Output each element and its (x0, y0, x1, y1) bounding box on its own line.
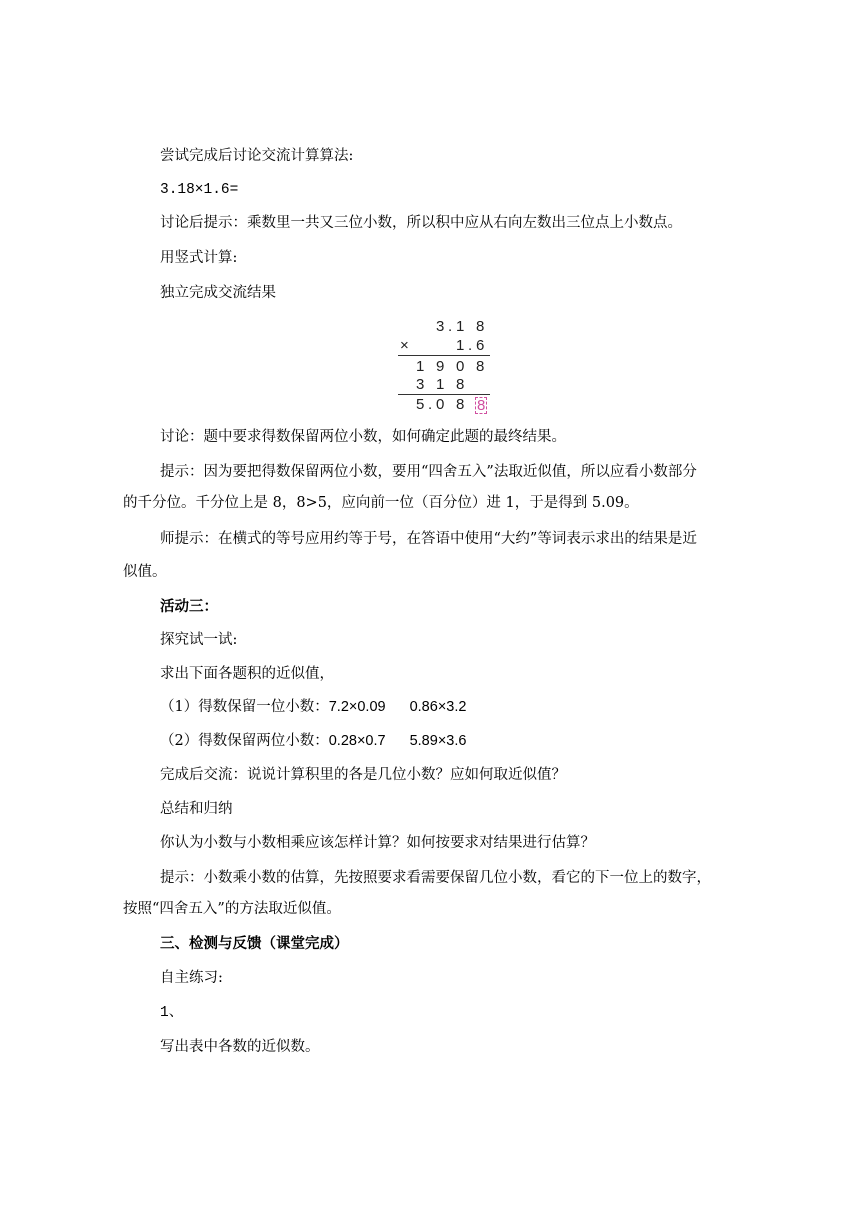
calc-rule (398, 355, 490, 356)
text-line: 讨论后提示：乘数里一共又三位小数，所以积中应从右向左数出三位点上小数点。 (160, 215, 682, 231)
exercise-expression: 0.86×3.2 (409, 699, 467, 715)
calc-digit: 1 (456, 337, 465, 354)
calc-digit: 0 (456, 358, 465, 375)
exercise-label: （2）得数保留两位小数： (160, 733, 329, 749)
text-line: 自主练习: (160, 970, 223, 986)
exercise-expression: 5.89×3.6 (409, 733, 467, 749)
text-line: 独立完成交流结果 (160, 285, 276, 301)
calc-digit: 1 (416, 358, 425, 375)
text-line: 按照“四舍五入”的方法取近似值。 (123, 901, 341, 917)
text-line: 师提示：在横式的等号应用约等于号，在答语中使用“大约”等词表示求出的结果是近 (160, 531, 697, 547)
text-line: 探究试一试: (160, 632, 238, 648)
calc-digit: 3 (416, 376, 425, 393)
text-line: 完成后交流：说说计算积里的各是几位小数？应如何取近似值？ (160, 767, 566, 783)
text-line: 讨论：题中要求得数保留两位小数，如何确定此题的最终结果。 (160, 429, 566, 445)
calc-digit: 1 (456, 318, 465, 335)
expression-line: 3.18×1.6= (160, 182, 239, 198)
text-line: 用竖式计算: (160, 250, 238, 266)
calc-digit: 5 (416, 396, 425, 413)
exercise-expression: 7.2×0.09 (328, 699, 386, 715)
section-heading: 活动三： (160, 599, 218, 615)
calc-digit: . (448, 318, 453, 335)
text-line: 提示：因为要把得数保留两位小数，要用“四舍五入”法取近似值，所以应看小数部分 (160, 464, 697, 480)
exercise-label: （1）得数保留一位小数： (160, 699, 329, 715)
text-line: 的千分位。千分位上是 8，8>5，应向前一位（百分位）进 1，于是得到 5.09。 (123, 495, 639, 511)
text-line: 写出表中各数的近似数。 (160, 1039, 320, 1055)
text-line: 尝试完成后讨论交流计算算法: (160, 148, 354, 164)
text-line: 似值。 (123, 564, 167, 580)
exercise-expression: 0.28×0.7 (328, 733, 386, 749)
text-line: 求出下面各题积的近似值， (160, 666, 334, 682)
section-heading: 三、检测与反馈（课堂完成） (160, 936, 349, 952)
text-line: 总结和归纳 (160, 801, 233, 817)
text-line: 1、 (160, 1005, 184, 1021)
exercise-line-2 (160, 731, 775, 751)
text-line: 提示：小数乘小数的估算，先按照要求看需要保留几位小数，看它的下一位上的数字， (160, 870, 711, 886)
times-sign: × (400, 337, 409, 354)
calc-digit: 8 (456, 376, 465, 393)
calc-digit: . (428, 396, 433, 413)
calc-digit: 3 (436, 318, 445, 335)
calc-digit: 6 (476, 337, 485, 354)
calc-digit: . (468, 337, 473, 354)
calc-digit: 9 (436, 358, 445, 375)
vertical-multiplication (394, 317, 496, 415)
calc-digit: 0 (436, 396, 445, 413)
calc-digit: 8 (476, 358, 485, 375)
highlighted-digit: 8 (477, 397, 486, 414)
text-line: 你认为小数与小数相乘应该怎样计算？如何按要求对结果进行估算？ (160, 835, 595, 851)
calc-digit: 8 (476, 318, 485, 335)
calc-digit: 8 (456, 396, 465, 413)
exercise-line-1 (160, 697, 775, 717)
calc-digit: 1 (436, 376, 445, 393)
